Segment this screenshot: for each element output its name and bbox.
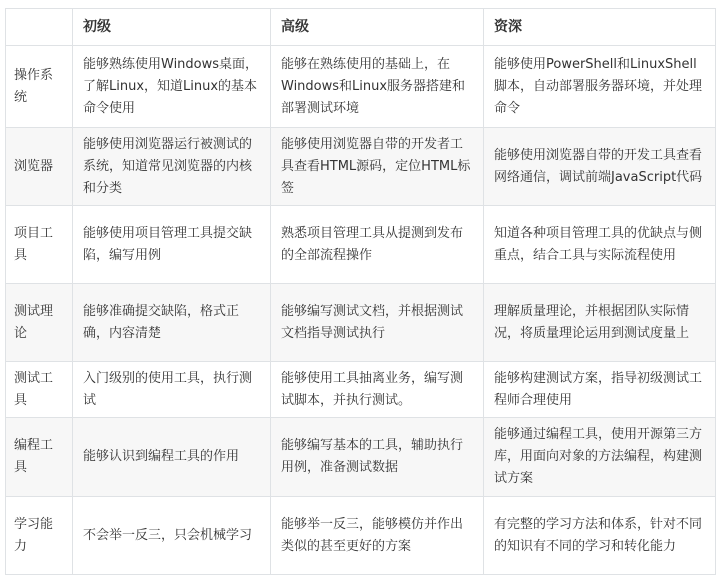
row-category-cell: 测试理论: [6, 284, 73, 362]
row-expert-cell: 知道各种项目管理工具的优缺点与侧重点，结合工具与实际流程使用: [484, 206, 716, 284]
table-row: [6, 418, 716, 497]
row-beginner-cell: 能够使用项目管理工具提交缺陷，编写用例: [73, 206, 271, 284]
row-advanced-cell: 能够使用工具抽离业务，编写测试脚本，并执行测试。: [271, 362, 484, 418]
skills-table-container: [5, 8, 715, 568]
header-advanced-cell: 高级: [271, 9, 484, 46]
table-row: [6, 362, 716, 418]
row-advanced-cell: 能够编写基本的工具，辅助执行用例，准备测试数据: [271, 418, 484, 497]
row-beginner-cell: 入门级别的使用工具，执行测试: [73, 362, 271, 418]
table-row: [6, 206, 716, 284]
header-beginner-cell: 初级: [73, 9, 271, 46]
header-expert-cell: 资深: [484, 9, 716, 46]
table-row: [6, 497, 716, 575]
row-category-cell: 浏览器: [6, 128, 73, 206]
row-beginner-cell: 能够认识到编程工具的作用: [73, 418, 271, 497]
row-category-cell: 操作系统: [6, 46, 73, 128]
skills-level-table: [5, 8, 716, 575]
row-expert-cell: 能够构建测试方案，指导初级测试工程师合理使用: [484, 362, 716, 418]
row-advanced-cell: 能够举一反三，能够模仿并作出类似的甚至更好的方案: [271, 497, 484, 575]
row-beginner-cell: 能够熟练使用Windows桌面，了解Linux，知道Linux的基本命令使用: [73, 46, 271, 128]
row-expert-cell: 有完整的学习方法和体系，针对不同的知识有不同的学习和转化能力: [484, 497, 716, 575]
row-expert-cell: 能够使用浏览器自带的开发工具查看网络通信，调试前端JavaScript代码: [484, 128, 716, 206]
row-category-cell: 项目工具: [6, 206, 73, 284]
row-category-cell: 测试工具: [6, 362, 73, 418]
row-advanced-cell: 能够编写测试文档，并根据测试文档指导测试执行: [271, 284, 484, 362]
row-beginner-cell: 能够准确提交缺陷，格式正确，内容清楚: [73, 284, 271, 362]
row-expert-cell: 能够使用PowerShell和LinuxShell脚本，自动部署服务器环境，并处理命令: [484, 46, 716, 128]
row-expert-cell: 能够通过编程工具，使用开源第三方库，用面向对象的方法编程，构建测试方案: [484, 418, 716, 497]
row-category-cell: 编程工具: [6, 418, 73, 497]
row-beginner-cell: 不会举一反三，只会机械学习: [73, 497, 271, 575]
row-advanced-cell: 能够使用浏览器自带的开发者工具查看HTML源码，定位HTML标签: [271, 128, 484, 206]
row-beginner-cell: 能够使用浏览器运行被测试的系统，知道常见浏览器的内核和分类: [73, 128, 271, 206]
row-expert-cell: 理解质量理论，并根据团队实际情况，将质量理论运用到测试度量上: [484, 284, 716, 362]
table-row: [6, 46, 716, 128]
table-row: [6, 284, 716, 362]
row-advanced-cell: 能够在熟练使用的基础上，在Windows和Linux服务器搭建和部署测试环境: [271, 46, 484, 128]
row-advanced-cell: 熟悉项目管理工具从提测到发布的全部流程操作: [271, 206, 484, 284]
row-category-cell: 学习能力: [6, 497, 73, 575]
table-header-row: [6, 9, 716, 46]
table-row: [6, 128, 716, 206]
header-category-cell: [6, 9, 73, 46]
